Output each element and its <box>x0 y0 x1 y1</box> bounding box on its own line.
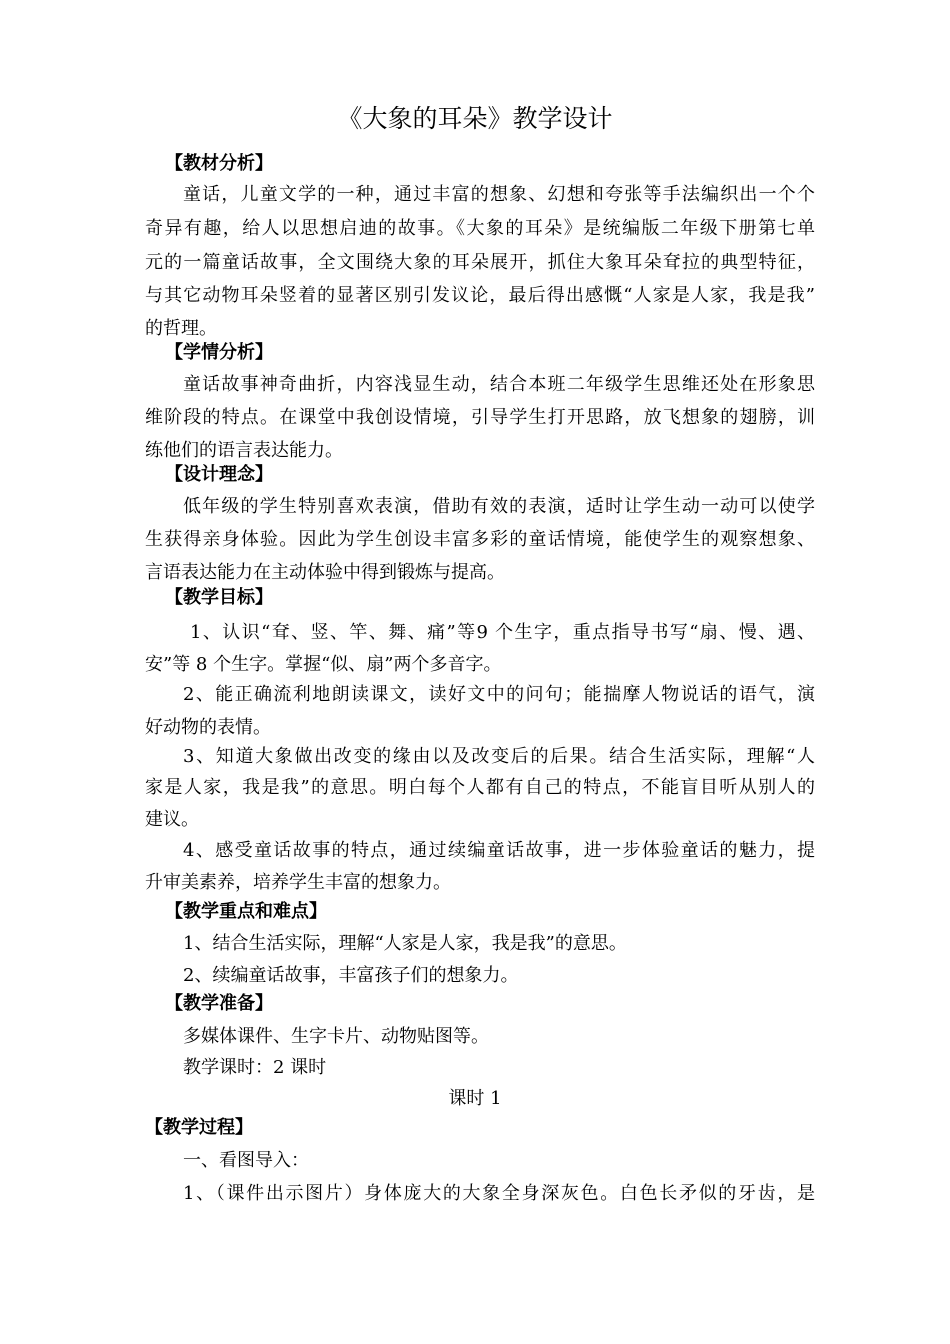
section-heading-textbook-analysis: 【教材分析】 <box>165 153 273 174</box>
paragraph-line: 多媒体课件、生字卡片、动物贴图等。 <box>183 1026 489 1047</box>
lesson-label: 课时 1 <box>448 1088 502 1109</box>
paragraph-line: 4、感受童话故事的特点，通过续编童话故事，进一步体验童话的魅力，提 <box>183 840 815 861</box>
paragraph-line: 低年级的学生特别喜欢表演，借助有效的表演，适时让学生动一动可以使学 <box>183 496 815 517</box>
section-heading-student-analysis: 【学情分析】 <box>165 342 273 363</box>
paragraph-line: 1、认识“耷、竖、竿、舞、痛”等9 个生字，重点指导书写“扇、慢、遇、 <box>190 622 815 643</box>
section-heading-teaching-goals: 【教学目标】 <box>165 587 273 608</box>
paragraph-line: 家是人家，我是我”的意思。明白每个人都有自己的特点，不能盲目听从别人的 <box>145 777 815 798</box>
paragraph-line: 的哲理。 <box>145 318 217 339</box>
paragraph-line: 练他们的语言表达能力。 <box>145 440 343 461</box>
paragraph-line: 与其它动物耳朵竖着的显著区别引发议论，最后得出感慨“人家是人家，我是我” <box>145 285 815 306</box>
paragraph-line: 童话故事神奇曲折，内容浅显生动，结合本班二年级学生思维还处在形象思 <box>183 374 815 395</box>
paragraph-line: 言语表达能力在主动体验中得到锻炼与提高。 <box>145 562 505 583</box>
paragraph-line: 1、结合生活实际，理解“人家是人家，我是我”的意思。 <box>183 933 627 954</box>
paragraph-line: 一、看图导入： <box>183 1150 309 1171</box>
paragraph-line: 1、（课件出示图片）身体庞大的大象全身深灰色。白色长矛似的牙齿，是 <box>183 1183 815 1204</box>
section-heading-key-points: 【教学重点和难点】 <box>165 901 327 922</box>
paragraph-line: 童话，儿童文学的一种，通过丰富的想象、幻想和夸张等手法编织出一个个 <box>183 184 815 205</box>
section-heading-design-concept: 【设计理念】 <box>165 464 273 485</box>
paragraph-line: 奇异有趣，给人以思想启迪的故事。《大象的耳朵》是统编版二年级下册第七单 <box>145 218 815 239</box>
paragraph-line: 3、知道大象做出改变的缘由以及改变后的后果。结合生活实际，理解“人 <box>183 746 815 767</box>
paragraph-line: 建议。 <box>145 809 199 830</box>
paragraph-line: 安”等 8 个生字。掌握“似、扇”两个多音字。 <box>145 654 502 675</box>
paragraph-line: 生获得亲身体验。因此为学生创设丰富多彩的童话情境，能使学生的观察想象、 <box>145 529 815 550</box>
paragraph-line: 教学课时：2 课时 <box>183 1057 327 1078</box>
paragraph-line: 好动物的表情。 <box>145 717 271 738</box>
section-heading-preparation: 【教学准备】 <box>165 993 273 1014</box>
paragraph-line: 维阶段的特点。在课堂中我创设情境，引导学生打开思路，放飞想象的翅膀，训 <box>145 407 815 428</box>
section-heading-teaching-process: 【教学过程】 <box>145 1117 253 1138</box>
document-title: 《大象的耳朵》教学设计 <box>337 104 613 133</box>
paragraph-line: 2、能正确流利地朗读课文，读好文中的问句；能揣摩人物说话的语气，演 <box>183 684 815 705</box>
paragraph-line: 2、续编童话故事，丰富孩子们的想象力。 <box>183 965 519 986</box>
paragraph-line: 升审美素养，培养学生丰富的想象力。 <box>145 872 451 893</box>
paragraph-line: 元的一篇童话故事，全文围绕大象的耳朵展开，抓住大象耳朵耷拉的典型特征， <box>145 252 815 273</box>
